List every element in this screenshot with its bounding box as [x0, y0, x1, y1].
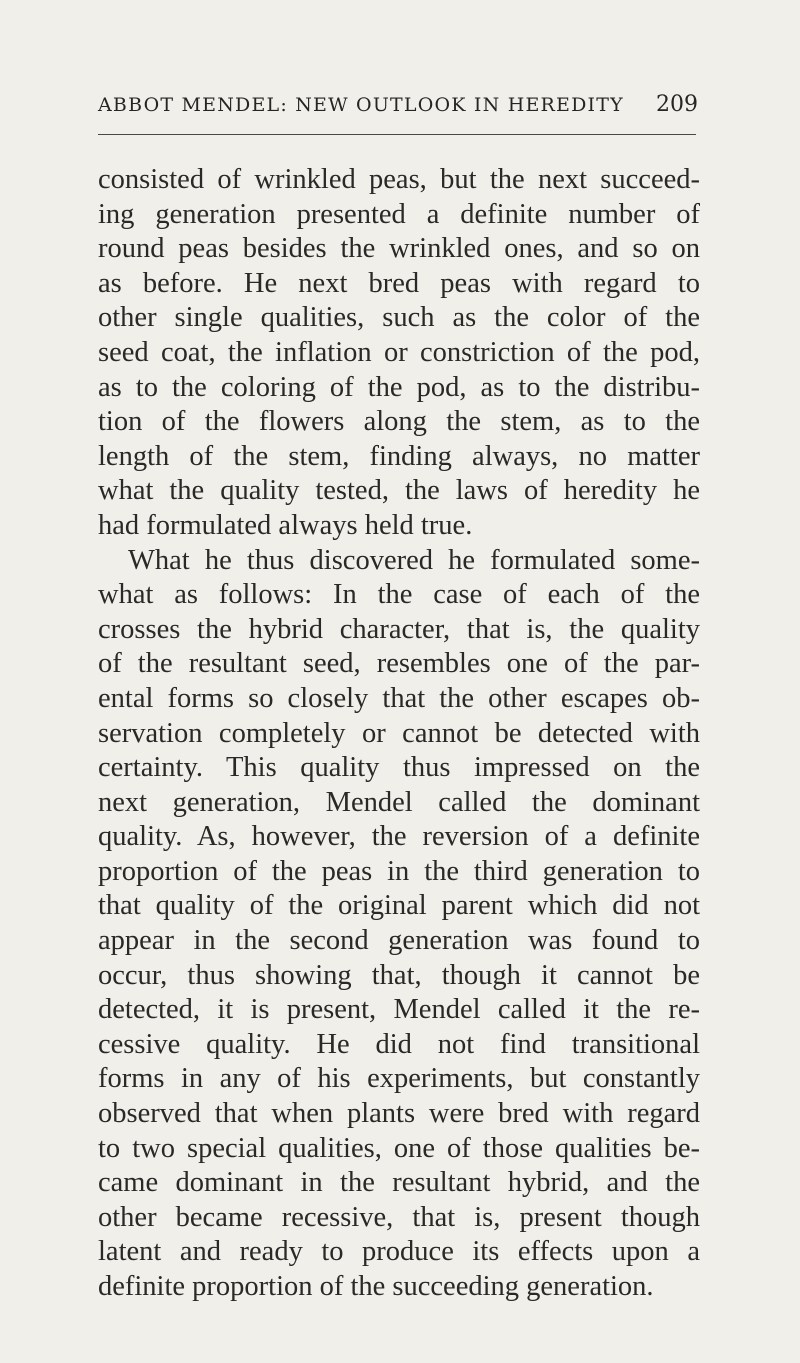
text-line: to two special qualities, one of those qualities be- [98, 1132, 700, 1164]
text-line: that quality of the original parent which did not [98, 890, 700, 922]
text-line: next generation, Mendel called the dominant [98, 786, 700, 818]
text-line: cessive quality. He did not find transitional [98, 1028, 700, 1060]
text-line: definite proportion of the succeeding generation. [98, 1271, 654, 1302]
text-line: latent and ready to produce its effects upon a [98, 1236, 700, 1268]
text-line: what as follows: In the case of each of the [98, 579, 700, 611]
text-line: as to the coloring of the pod, as to the distribu- [98, 371, 700, 403]
text-line: What he thus discovered he formulated some- [128, 544, 700, 576]
text-line: of the resultant seed, resembles one of the par- [98, 648, 700, 680]
text-line: tion of the flowers along the stem, as to the [98, 406, 700, 438]
paragraph-2 [98, 544, 700, 1305]
text-line: ental forms so closely that the other escapes ob- [98, 682, 700, 714]
paragraph-1 [98, 163, 700, 544]
text-line: consisted of wrinkled peas, but the next succeed- [98, 164, 700, 195]
text-line: crosses the hybrid character, that is, the quality [98, 613, 700, 645]
header-rule [98, 134, 696, 135]
text-line: other single qualities, such as the color of the [98, 302, 700, 334]
text-line: appear in the second generation was found to [98, 925, 700, 957]
text-line: detected, it is present, Mendel called it the re- [98, 994, 700, 1026]
text-line: proportion of the peas in the third generation to [98, 855, 700, 887]
text-line: had formulated always held true. [98, 509, 473, 541]
text-line: ing generation presented a definite number of [98, 198, 700, 230]
text-line: forms in any of his experiments, but constantly [98, 1063, 700, 1095]
text-line: what the quality tested, the laws of heredity he [98, 475, 700, 507]
text-line: certainty. This quality thus impressed on the [98, 752, 700, 784]
text-line: length of the stem, finding always, no matter [98, 440, 700, 472]
text-line: round peas besides the wrinkled ones, and so on [98, 233, 700, 265]
running-header [98, 92, 698, 117]
page-number: 209 [656, 92, 698, 117]
text-line: servation completely or cannot be detected with [98, 717, 700, 749]
text-line: seed coat, the inflation or constriction of the pod, [98, 336, 700, 368]
text-line: other became recessive, that is, present though [98, 1201, 700, 1233]
text-line: as before. He next bred peas with regard to [98, 267, 700, 299]
body-text [98, 163, 700, 1305]
text-line: occur, thus showing that, though it cannot be [98, 959, 700, 991]
text-line: quality. As, however, the reversion of a definite [98, 821, 700, 853]
running-title: ABBOT MENDEL: NEW OUTLOOK IN HEREDITY [98, 94, 624, 116]
text-line: came dominant in the resultant hybrid, and the [98, 1167, 700, 1199]
text-line: observed that when plants were bred with regard [98, 1098, 700, 1130]
